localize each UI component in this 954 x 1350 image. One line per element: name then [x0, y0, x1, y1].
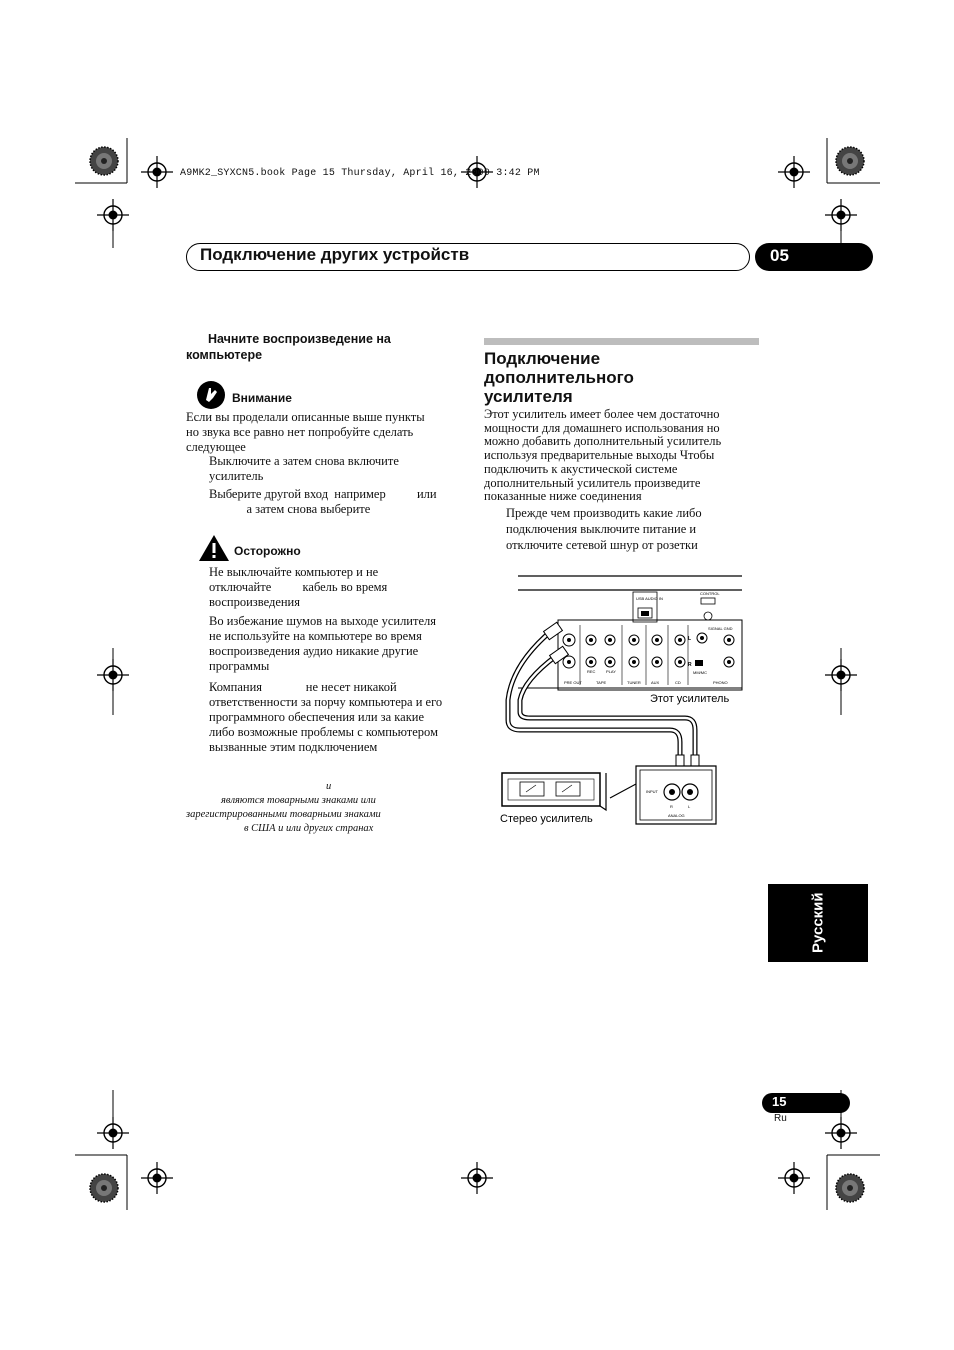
text-line: Не выключайте компьютер и не: [209, 565, 379, 579]
tuner-label: TUNER: [627, 680, 641, 685]
text-line: программы: [209, 659, 270, 673]
section-heading: [484, 349, 634, 406]
language-tab-label: Русский: [809, 892, 827, 954]
text-line: ответственности за порчу компьютера и его: [209, 695, 443, 709]
heading-line: усилителя: [484, 387, 573, 406]
text-line: следующее: [186, 440, 246, 454]
book-info-line: A9MK2_SYXCN5.book Page 15 Thursday, April 16, 2009 3:42 PM: [180, 168, 540, 179]
note-hand-icon: [196, 380, 226, 410]
trademark-note: [186, 780, 466, 836]
chapter-number: 05: [770, 246, 789, 265]
heading-line: дополнительного: [484, 368, 634, 387]
this-amplifier-label: Этот усилитель: [650, 693, 730, 705]
note-intro: [186, 410, 425, 455]
note-bullet: [209, 487, 437, 517]
text-line: Выключите а затем снова включите: [209, 454, 399, 468]
stereo-amplifier: [502, 773, 606, 810]
text-line: а затем снова выберите: [209, 502, 371, 516]
text-line: Если вы проделали описанные выше пункты: [186, 410, 425, 424]
text-line: зарегистрированными товарными знаками: [186, 809, 381, 820]
text-line: Во избежание шумов на выходе усилителя: [209, 614, 436, 628]
heading-line: Подключение: [484, 349, 601, 368]
text-line: отключайте кабель во время: [209, 580, 388, 594]
aux-label: AUX: [651, 680, 660, 685]
text-line: воспроизведения аудио никакие другие: [209, 644, 419, 658]
caution-title: Осторожно: [234, 544, 301, 558]
usb-label: USB AUDIO IN: [636, 596, 663, 601]
text-line: мощности для домашнего использования но: [484, 420, 720, 435]
signal-gnd-label: SIGNAL GND: [708, 626, 733, 631]
heading-rule: [484, 338, 759, 345]
text-line: подключения выключите питание и: [506, 522, 697, 536]
text-line: Этот усилитель имеет более чем достаточно: [484, 407, 720, 421]
caution-bullet: [209, 614, 436, 674]
text-line: Прежде чем производить какие либо: [506, 506, 702, 520]
step-heading-line: Начните воспроизведение на: [208, 332, 391, 346]
text-line: показанные ниже соединения: [484, 489, 642, 504]
text-line: и: [326, 781, 332, 792]
text-line: вызванные этим подключением: [209, 740, 378, 754]
rec-label: REC: [587, 669, 596, 674]
callout-l-label: L: [688, 804, 691, 809]
section-title: Подключение других устройств: [200, 245, 470, 264]
phono-label: PHONO: [713, 680, 728, 685]
text-line: можно добавить дополнительный усилитель: [484, 434, 722, 449]
control-label: CONTROL: [700, 591, 720, 596]
l-label: L: [688, 636, 692, 642]
cd-label: CD: [675, 680, 681, 685]
text-line: усилитель: [209, 469, 264, 483]
text-line: не используйте на компьютере во время: [209, 629, 422, 643]
text-line: дополнительный усилитель произведите: [484, 475, 701, 490]
text-line: но звука все равно нет попробуйте сделать: [186, 425, 414, 439]
text-line: отключите сетевой шнур от розетки: [506, 538, 698, 552]
text-line: являются товарными знаками или: [221, 795, 376, 806]
callout-box: [610, 766, 716, 824]
tape-label: TAPE: [596, 680, 607, 685]
pre-out-label: PRE OUT: [564, 680, 582, 685]
precaution-bullet: [506, 505, 702, 553]
connection-diagram: [490, 570, 750, 840]
text-line: используя предварительные выходы Чтобы: [484, 448, 715, 463]
note-bullet: [209, 454, 399, 484]
play-label: PLAY: [606, 669, 616, 674]
analog-label: ANALOG: [668, 813, 685, 818]
caution-bullet: [209, 680, 442, 755]
text-line: Компания не несет никакой: [209, 680, 397, 694]
step-heading: [186, 331, 446, 363]
stereo-amplifier-label: Стерео усилитель: [500, 813, 593, 825]
warning-triangle-icon: [198, 534, 230, 562]
page-number: 15: [772, 1094, 787, 1109]
text-line: либо возможные проблемы с компьютером: [209, 725, 438, 739]
text-line: подключить к акустической системе: [484, 461, 678, 476]
mm-mc-label: MM/MC: [693, 670, 707, 675]
section-body: [484, 408, 721, 504]
text-line: воспроизведения: [209, 595, 300, 609]
input-label: INPUT: [646, 789, 658, 794]
text-line: программного обеспечения или за какие: [209, 710, 425, 724]
text-line: в США и или других странах: [244, 823, 374, 834]
callout-r-label: R: [670, 804, 673, 809]
text-line: Выберите другой вход например или: [209, 487, 437, 501]
step-heading-line: компьютере: [186, 348, 263, 362]
note-title: Внимание: [232, 391, 292, 405]
caution-bullet: [209, 565, 387, 610]
r-label: R: [688, 662, 692, 668]
page-language-code: Ru: [774, 1113, 787, 1124]
